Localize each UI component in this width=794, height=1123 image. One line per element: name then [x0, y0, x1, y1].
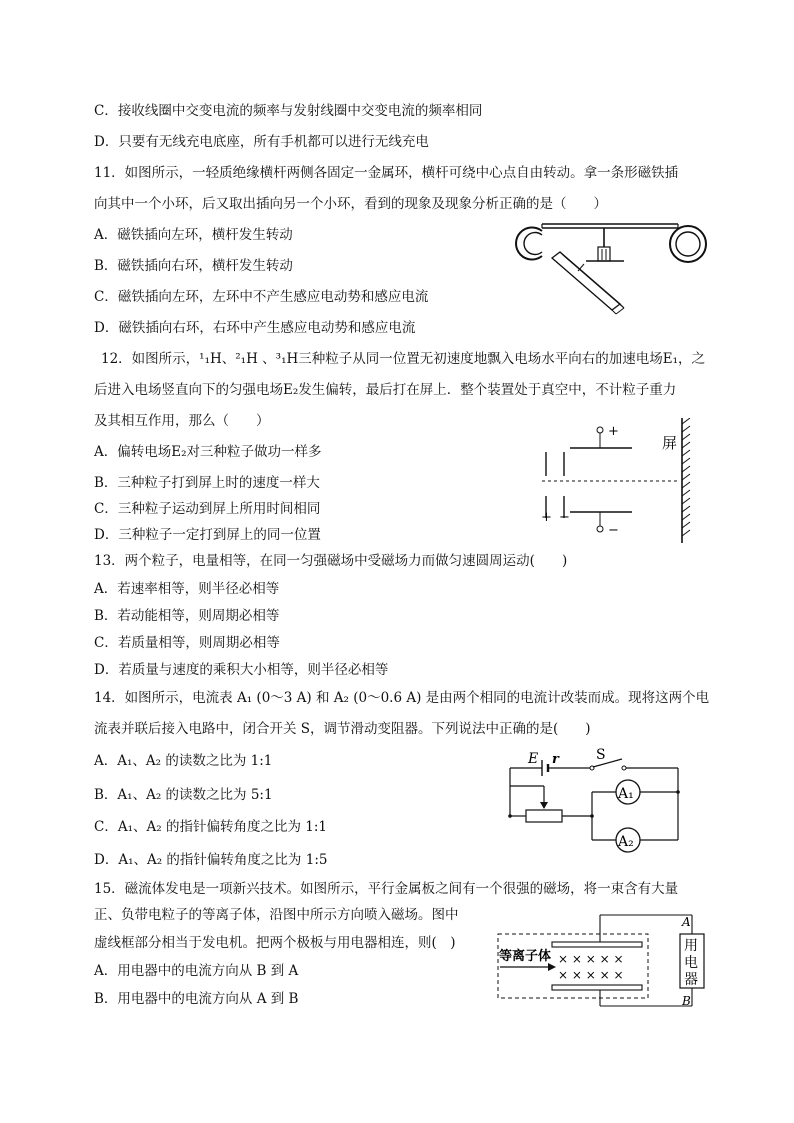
q15-stem-line3: 虚线框部分相当于发电机。把两个极板与用电器相连，则( )	[94, 935, 456, 951]
q13-option-c: C．若质量相等，则周期必相等	[94, 635, 280, 651]
q13-option-a: A．若速率相等，则半径必相等	[94, 581, 280, 597]
q14-option-a: A．A₁、A₂ 的读数之比为 1:1	[94, 753, 273, 769]
q15-stem-line1: 15．磁流体发电是一项新兴技术。如图所示，平行金属板之间有一个很强的磁场，将一束含有大量	[94, 881, 679, 897]
q15-terminal-b: B	[682, 994, 691, 1008]
q12-option-a: A．偏转电场E₂对三种粒子做功一样多	[94, 444, 322, 460]
q11-option-c: C．磁铁插向左环，左环中不产生感应电动势和感应电流	[94, 289, 429, 305]
q11-option-b: B．磁铁插向右环，横杆发生转动	[94, 258, 293, 274]
q12-bottom-minus: −	[608, 523, 619, 538]
q14-option-b: B．A₁、A₂ 的读数之比为 5:1	[94, 787, 273, 803]
q14-circuit-figure	[496, 746, 686, 854]
q15-stem-line2: 正、负带电粒子的等离子体，沿图中所示方向喷入磁场。图中	[94, 907, 459, 923]
q15-plasma-label: 等离子体	[499, 949, 552, 964]
q10-option-c: C．接收线圈中交变电流的频率与发射线圈中交变电流的频率相同	[94, 103, 483, 119]
q13-stem: 13．两个粒子，电量相等，在同一匀强磁场中受磁场力而做匀速圆周运动( )	[94, 553, 568, 569]
q10-option-d: D．只要有无线充电底座，所有手机都可以进行无线充电	[94, 134, 429, 150]
q15-field-crosses-row2: × × × × ×	[558, 968, 624, 982]
q15-mhd-generator-figure	[496, 912, 706, 1012]
q12-option-d: D．三种粒子一定打到屏上的同一位置	[94, 527, 321, 543]
q15-device-label-2: 电	[684, 955, 698, 971]
q12-stem-line1: 12．如图所示，¹₁H、²₁H 、³₁H三种粒子从同一位置无初速度地飘入电场水平向右的加速电场E₁，之	[101, 351, 706, 367]
q14-stem-line2: 流表并联后接入电路中，闭合开关 S，调节滑动变阻器。下列说法中正确的是( )	[94, 721, 591, 737]
q13-option-b: B．若动能相等，则周期必相等	[94, 608, 280, 624]
q12-stem-line3: 及其相互作用，那么（ ）	[94, 413, 270, 429]
q15-option-a: A．用电器中的电流方向从 B 到 A	[94, 963, 299, 979]
q13-option-d: D．若质量与速度的乘积大小相等，则半径必相等	[94, 662, 389, 678]
q11-rings-magnet-figure	[512, 214, 708, 320]
q14-emf-label: E	[528, 751, 539, 767]
q12-minus-sign: −	[559, 510, 570, 525]
q11-stem-line1: 11．如图所示，一轻质绝缘横杆两侧各固定一金属环，横杆可绕中心点自由转动。拿一条形磁铁插	[94, 165, 679, 181]
q11-option-a: A．磁铁插向左环，横杆发生转动	[94, 227, 293, 243]
q12-stem-line2: 后进入电场竖直向下的匀强电场E₂发生偏转，最后打在屏上．整个装置处于真空中，不计粒子重力	[94, 382, 677, 398]
q15-option-b: B．用电器中的电流方向从 A 到 B	[94, 991, 299, 1007]
q12-option-b: B．三种粒子打到屏上时的速度一样大	[94, 475, 320, 491]
q15-device-label-1: 用	[684, 938, 698, 954]
q14-option-d: D．A₁、A₂ 的指针偏转角度之比为 1:5	[94, 852, 328, 868]
q12-screen-label: 屏	[662, 434, 678, 452]
q12-electric-field-figure	[536, 418, 706, 543]
q14-option-c: C．A₁、A₂ 的指针偏转角度之比为 1:1	[94, 819, 327, 835]
q15-field-crosses-row1: × × × × ×	[558, 952, 624, 966]
q12-plus-sign: +	[541, 510, 552, 525]
q11-option-d: D．磁铁插向右环，右环中产生感应电动势和感应电流	[94, 320, 416, 336]
q14-stem-line1: 14．如图所示，电流表 A₁ (0～3 A) 和 A₂ (0～0.6 A) 是由两个相同的电流计改装而成。现将这两个电	[94, 690, 710, 706]
q12-option-c: C．三种粒子运动到屏上所用时间相同	[94, 501, 321, 517]
q15-terminal-a: A	[682, 915, 691, 929]
q12-top-plus: +	[608, 424, 619, 439]
q14-ammeter-a2-label: A₂	[618, 834, 634, 850]
q15-device-label-3: 器	[684, 972, 698, 988]
q11-stem-line2: 向其中一个小环，后又取出插向另一个小环，看到的现象及现象分析正确的是（ ）	[94, 196, 607, 212]
q14-r-label: r	[552, 752, 559, 767]
q14-switch-label: S	[596, 747, 606, 763]
q14-ammeter-a1-label: A₁	[618, 786, 634, 802]
